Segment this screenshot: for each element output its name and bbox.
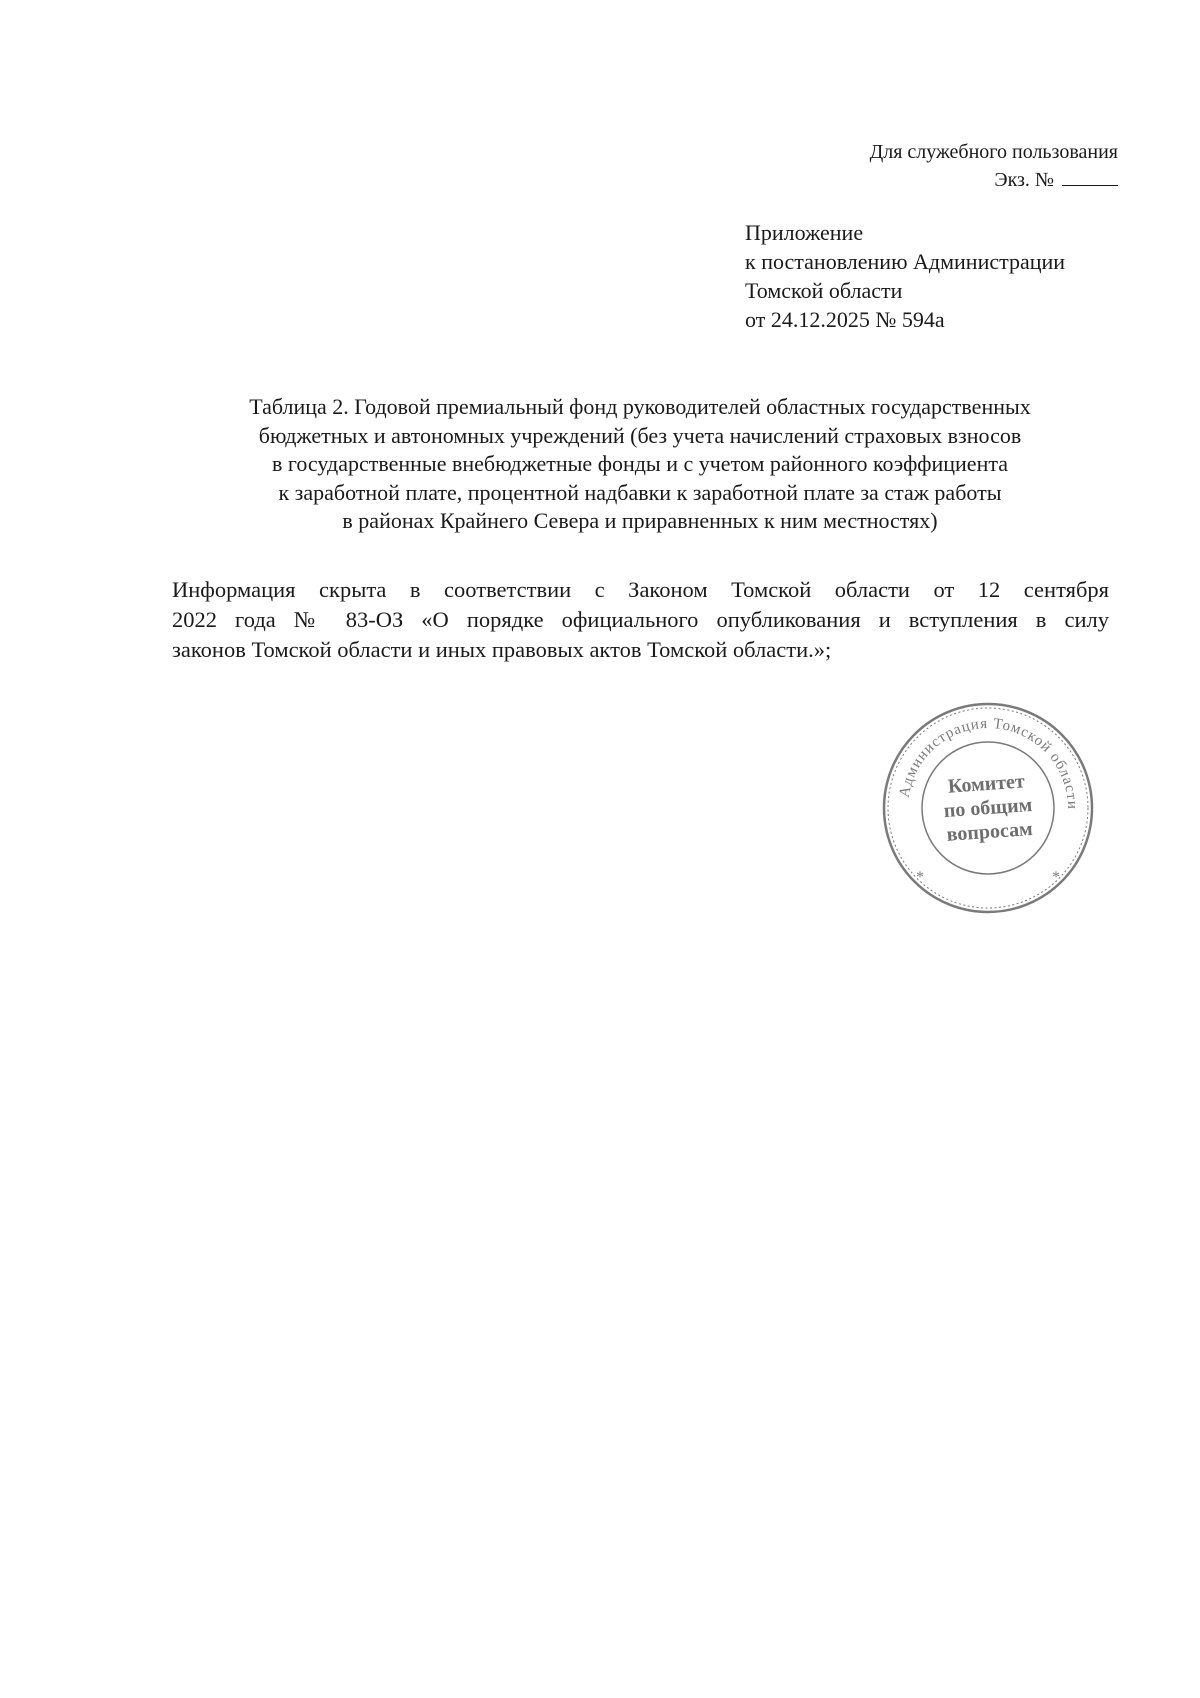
table-title-line-5: в районах Крайнего Севера и приравненных к ним местностях) xyxy=(342,508,938,533)
notice-line-1: Информация скрыта в соответствии с Законом Томской области от 12 сентября xyxy=(172,577,1109,602)
notice-line-3: законов Томской области и иных правовых актов Томской области.»; xyxy=(172,637,832,662)
stamp-star-right: * xyxy=(1052,869,1060,886)
appendix-line-2: к постановлению Администрации xyxy=(745,249,1066,274)
table-title-line-2: бюджетных и автономных учреждений (без учета начислений страховых взносов xyxy=(258,422,1022,448)
copy-number-blank xyxy=(1062,167,1118,186)
appendix-line-4: от 24.12.2025 № 594а xyxy=(745,307,945,332)
stamp-center-line-1: Комитет xyxy=(947,770,1026,798)
table-title-line-4: к заработной плате, процентной надбавки к заработной плате за стаж работы xyxy=(278,479,1002,505)
stamp-center-line-3: вопросам xyxy=(945,817,1034,846)
appendix-line-3: Томской области xyxy=(745,278,903,303)
stamp-center-line-2: по общим xyxy=(943,793,1033,823)
table-title-line-3: в государственные внебюджетные фонды и с учетом районного коэффициента xyxy=(272,451,1008,476)
official-stamp xyxy=(880,700,1096,916)
appendix-line-1: Приложение xyxy=(745,220,864,245)
notice-line-2: 2022 года № 83-ОЗ «О порядке официального опубликования и вступления в силу xyxy=(172,607,1109,632)
restriction-header xyxy=(870,138,1118,194)
stamp-ring-text: Администрация Томской области xyxy=(896,715,1081,811)
appendix-block xyxy=(745,218,1065,334)
stamp-star-left: * xyxy=(916,869,924,886)
hidden-info-notice xyxy=(172,575,1109,665)
table-title xyxy=(160,393,1120,536)
restricted-label: Для служебного пользования xyxy=(869,141,1118,163)
copy-number-label: Экз. № xyxy=(994,169,1054,191)
copy-number-line xyxy=(870,166,1118,194)
table-title-line-1: Таблица 2. Годовой премиальный фонд руководителей областных государственных xyxy=(249,394,1031,419)
